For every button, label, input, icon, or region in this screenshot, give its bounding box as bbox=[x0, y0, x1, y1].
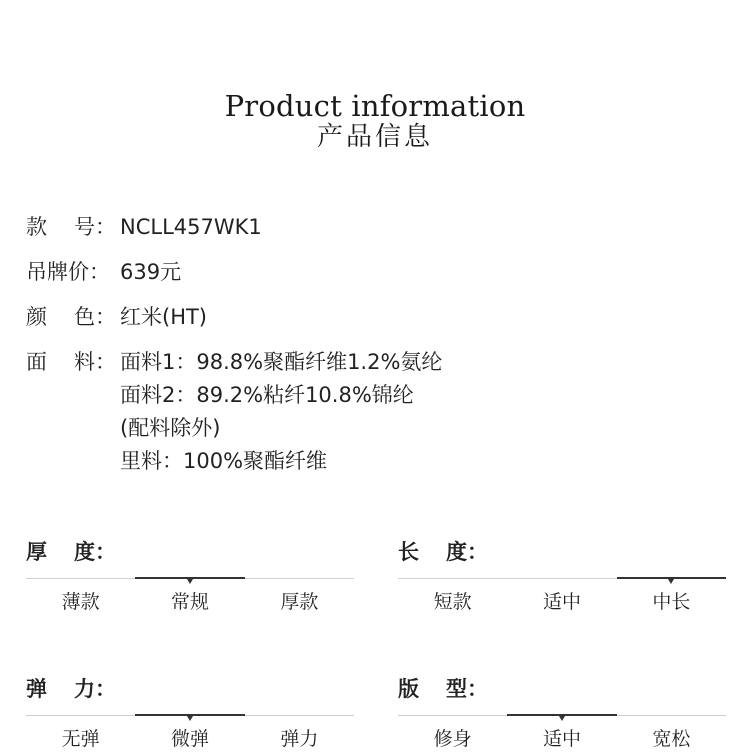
attr-option: 弹力 bbox=[280, 728, 319, 750]
title-english: Product information bbox=[224, 89, 526, 123]
fabric-line: 里料：100%聚酯纤维 bbox=[120, 449, 328, 473]
attr-fit bbox=[398, 675, 726, 752]
attr-label bbox=[26, 675, 354, 703]
scale-marker-icon bbox=[668, 579, 674, 584]
color-value: 红米(HT) bbox=[120, 305, 208, 329]
attr-label-char: 厚 bbox=[26, 540, 47, 564]
product-info-list bbox=[26, 212, 442, 479]
attr-label-char: 弹 bbox=[26, 677, 47, 701]
price-label-text: 吊牌价： bbox=[26, 260, 110, 284]
fabric-label bbox=[26, 347, 120, 479]
price-row bbox=[26, 257, 442, 302]
model-value: NCLL457WK1 bbox=[120, 215, 262, 239]
fabric-label-char: 面 bbox=[26, 350, 47, 374]
attr-label-suffix: 度： bbox=[74, 540, 116, 564]
attr-label-suffix: 型： bbox=[446, 677, 488, 701]
attr-scale bbox=[398, 715, 726, 717]
attr-option: 常规 bbox=[170, 591, 209, 613]
color-label bbox=[26, 302, 120, 347]
price-value: 639元 bbox=[120, 260, 182, 284]
model-label-char: 款 bbox=[26, 215, 47, 239]
color-label-char: 颜 bbox=[26, 305, 47, 329]
attr-option: 宽松 bbox=[652, 728, 691, 750]
attr-option: 适中 bbox=[542, 591, 581, 613]
attr-label-char: 版 bbox=[398, 677, 419, 701]
scale-marker-icon bbox=[187, 716, 193, 721]
attr-option: 厚款 bbox=[280, 591, 319, 613]
attr-scale bbox=[26, 578, 354, 580]
attr-label-suffix: 力： bbox=[74, 677, 116, 701]
fabric-line: 面料1：98.8%聚酯纤维1.2%氨纶 bbox=[120, 350, 443, 374]
attr-option: 微弹 bbox=[170, 728, 209, 750]
attr-thickness bbox=[26, 538, 354, 615]
attr-scale bbox=[398, 578, 726, 580]
attr-elasticity bbox=[26, 675, 354, 752]
color-row bbox=[26, 302, 442, 347]
fabric-line: (配料除外) bbox=[120, 416, 221, 440]
attr-options bbox=[26, 726, 354, 752]
model-label bbox=[26, 212, 120, 257]
attr-scale bbox=[26, 715, 354, 717]
attr-option: 短款 bbox=[433, 591, 472, 613]
attr-label bbox=[26, 538, 354, 566]
scale-marker-icon bbox=[559, 716, 565, 721]
color-label-suffix: 色： bbox=[74, 305, 116, 329]
fabric-lines bbox=[120, 347, 442, 479]
fabric-line: 面料2：89.2%粘纤10.8%锦纶 bbox=[120, 383, 414, 407]
attr-option: 中长 bbox=[652, 591, 691, 613]
attr-options bbox=[26, 589, 354, 615]
model-row bbox=[26, 212, 442, 257]
model-label-suffix: 号： bbox=[74, 215, 116, 239]
attr-label bbox=[398, 538, 726, 566]
scale-marker-icon bbox=[187, 579, 193, 584]
title-chinese: 产品信息 bbox=[316, 122, 433, 152]
fabric-row bbox=[26, 347, 442, 479]
attr-option: 适中 bbox=[542, 728, 581, 750]
attr-label bbox=[398, 675, 726, 703]
attr-option: 薄款 bbox=[61, 591, 100, 613]
attr-option: 无弹 bbox=[61, 728, 100, 750]
attr-options bbox=[398, 726, 726, 752]
attr-label-char: 长 bbox=[398, 540, 419, 564]
attr-length bbox=[398, 538, 726, 615]
price-label bbox=[26, 257, 120, 302]
attr-label-suffix: 度： bbox=[446, 540, 488, 564]
attr-option: 修身 bbox=[433, 728, 472, 750]
attr-options bbox=[398, 589, 726, 615]
fabric-label-suffix: 料： bbox=[74, 350, 116, 374]
